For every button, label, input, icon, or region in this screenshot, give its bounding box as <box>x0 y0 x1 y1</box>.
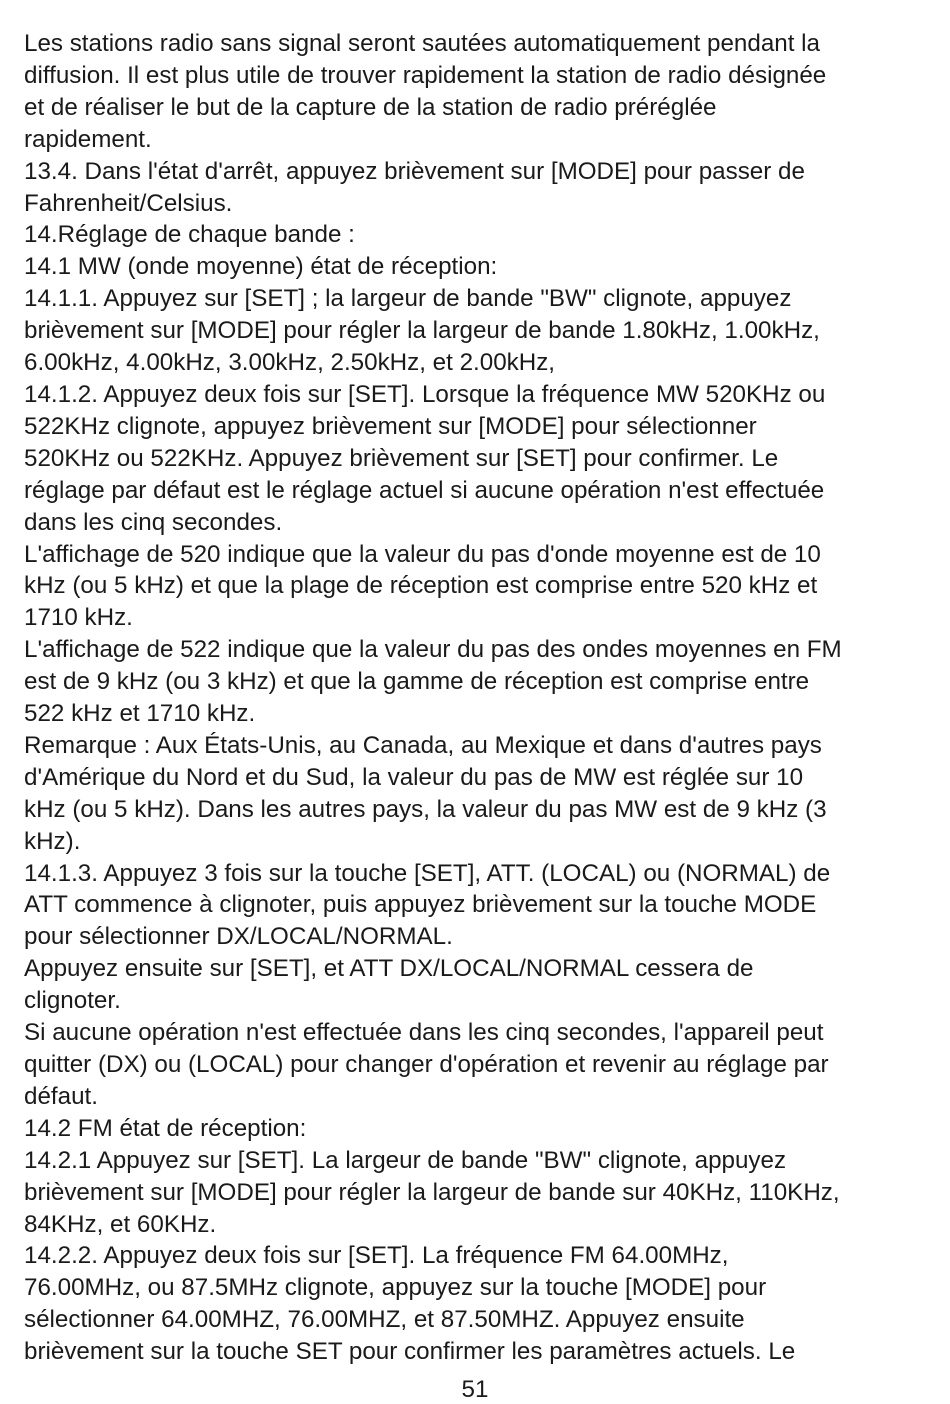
text-line: est de 9 kHz (ou 3 kHz) et que la gamme de réception est comprise entre <box>24 668 810 696</box>
text-line: 14.2.1 Appuyez sur [SET]. La largeur de bande "BW" clignote, appuyez <box>24 1146 787 1174</box>
paragraph-14-2-1 <box>24 1145 930 1241</box>
text-line: 14.1 MW (onde moyenne) état de réception: <box>24 253 498 281</box>
text-line: ATT commence à clignoter, puis appuyez brièvement sur la touche MODE <box>24 891 817 919</box>
text-line: 14.1.3. Appuyez 3 fois sur la touche [SET], ATT. (LOCAL) ou (NORMAL) de <box>24 859 831 887</box>
heading-14-1 <box>24 251 930 283</box>
text-line: d'Amérique du Nord et du Sud, la valeur du pas de MW est réglée sur 10 <box>24 763 804 791</box>
text-line: sélectionner 64.00MHZ, 76.00MHZ, et 87.50MHZ. Appuyez ensuite <box>24 1306 745 1334</box>
text-line: brièvement sur [MODE] pour régler la largeur de bande 1.80kHz, 1.00kHz, <box>24 317 820 345</box>
text-line: dans les cinq secondes. <box>24 508 283 536</box>
paragraph-522-display <box>24 634 930 730</box>
text-line: Si aucune opération n'est effectuée dans les cinq secondes, l'appareil peut <box>24 1019 824 1047</box>
text-line: pour sélectionner DX/LOCAL/NORMAL. <box>24 923 453 951</box>
text-line: 522 kHz et 1710 kHz. <box>24 700 256 728</box>
paragraph-13-4 <box>24 156 930 220</box>
text-line: 84KHz, et 60KHz. <box>24 1210 217 1238</box>
text-line: Appuyez ensuite sur [SET], et ATT DX/LOCAL/NORMAL cessera de <box>24 955 754 983</box>
text-line: rapidement. <box>24 125 152 153</box>
text-line: diffusion. Il est plus utile de trouver rapidement la station de radio désignée <box>24 61 827 89</box>
text-line: réglage par défaut est le réglage actuel si aucune opération n'est effectuée <box>24 476 825 504</box>
text-line: kHz (ou 5 kHz). Dans les autres pays, la valeur du pas MW est de 9 kHz (3 <box>24 795 827 823</box>
text-line: brièvement sur [MODE] pour régler la largeur de bande sur 40KHz, 110KHz, <box>24 1178 840 1206</box>
text-line: 1710 kHz. <box>24 604 133 632</box>
heading-14-2 <box>24 1113 930 1145</box>
heading-14 <box>24 219 930 251</box>
paragraph-14-1-2 <box>24 379 930 539</box>
paragraph-14-2-2 <box>24 1240 930 1368</box>
document-body <box>24 28 930 1368</box>
text-line: 522KHz clignote, appuyez brièvement sur [MODE] pour sélectionner <box>24 412 757 440</box>
text-line: 520KHz ou 522KHz. Appuyez brièvement sur [SET] pour confirmer. Le <box>24 444 779 472</box>
text-line: Fahrenheit/Celsius. <box>24 189 233 217</box>
text-line: 76.00MHz, ou 87.5MHz clignote, appuyez sur la touche [MODE] pour <box>24 1274 767 1302</box>
text-line: Les stations radio sans signal seront sautées automatiquement pendant la <box>24 30 821 57</box>
text-line: 14.2.2. Appuyez deux fois sur [SET]. La fréquence FM 64.00MHz, <box>24 1242 729 1270</box>
text-line: Remarque : Aux États-Unis, au Canada, au Mexique et dans d'autres pays <box>24 731 822 759</box>
paragraph-remarque <box>24 730 930 858</box>
text-line: défaut. <box>24 1082 98 1110</box>
paragraph-14-1-1 <box>24 283 930 379</box>
paragraph-intro <box>24 28 930 156</box>
text-line: 14.Réglage de chaque bande : <box>24 221 355 249</box>
text-line: brièvement sur la touche SET pour confirmer les paramètres actuels. Le <box>24 1338 796 1366</box>
paragraph-set-att <box>24 953 930 1017</box>
paragraph-14-1-3 <box>24 858 930 954</box>
text-line: clignoter. <box>24 987 121 1015</box>
text-line: 6.00kHz, 4.00kHz, 3.00kHz, 2.50kHz, et 2.00kHz, <box>24 349 556 377</box>
paragraph-520-display <box>24 539 930 635</box>
text-line: quitter (DX) ou (LOCAL) pour changer d'opération et revenir au réglage par <box>24 1051 829 1078</box>
text-line: et de réaliser le but de la capture de la station de radio préréglée <box>24 93 717 121</box>
text-line: 14.2 FM état de réception: <box>24 1114 307 1142</box>
text-line: 14.1.2. Appuyez deux fois sur [SET]. Lorsque la fréquence MW 520KHz ou <box>24 380 826 408</box>
paragraph-no-operation <box>24 1017 930 1113</box>
text-line: 14.1.1. Appuyez sur [SET] ; la largeur de bande "BW" clignote, appuyez <box>24 285 792 313</box>
text-line: L'affichage de 522 indique que la valeur du pas des ondes moyennes en FM <box>24 636 842 664</box>
text-line: L'affichage de 520 indique que la valeur du pas d'onde moyenne est de 10 <box>24 540 821 568</box>
text-line: kHz (ou 5 kHz) et que la plage de réception est comprise entre 520 kHz et <box>24 572 818 600</box>
text-line: 13.4. Dans l'état d'arrêt, appuyez brièvement sur [MODE] pour passer de <box>24 157 805 185</box>
page-number: 51 <box>461 1376 489 1403</box>
text-line: kHz). <box>24 827 81 855</box>
